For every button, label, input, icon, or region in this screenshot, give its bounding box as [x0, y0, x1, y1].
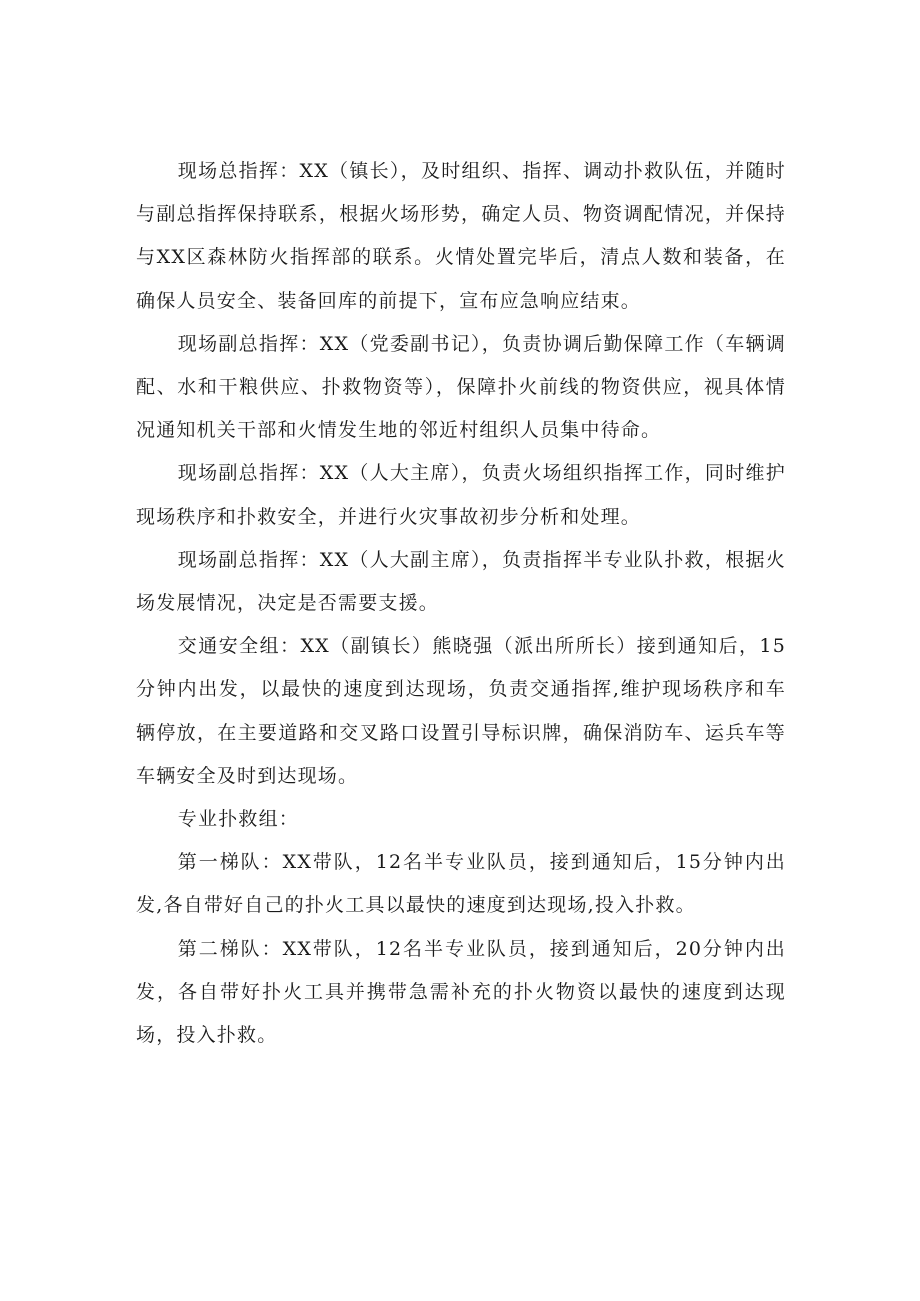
- paragraph-deputy-semi-pro: 现场副总指挥：XX（人大副主席），负责指挥半专业队扑救，根据火场发展情况，决定是否需要支援。: [136, 548, 786, 615]
- paragraph-firefighting-group: 专业扑救组：: [177, 808, 299, 831]
- document-body: [136, 150, 786, 1057]
- paragraph-deputy-logistics: 现场副总指挥：XX（党委副书记），负责协调后勤保障工作（车辆调配、水和干粮供应、扑救物资等），保障扑火前线的物资供应，视具体情况通知机关干部和火情发生地的邻近村组织人员集中待命。: [136, 332, 786, 442]
- paragraph-traffic-safety: 交通安全组：XX（副镇长）熊晓强（派出所所长）接到通知后，15分钟内出发，以最快的速度到达现场，负责交通指挥,维护现场秩序和车辆停放，在主要道路和交叉路口设置引导标识牌，确保消防车、运兵车等车辆安全及时到达现场。: [136, 635, 786, 787]
- paragraph-second-team: 第二梯队：XX带队，12名半专业队员，接到通知后，20分钟内出发，各自带好扑火工具并携带急需补充的扑火物资以最快的速度到达现场，投入扑救。: [136, 937, 786, 1047]
- paragraph-first-team: 第一梯队：XX带队，12名半专业队员，接到通知后，15分钟内出发,各自带好自己的扑火工具以最快的速度到达现场,投入扑救。: [136, 851, 786, 917]
- paragraph-deputy-field: 现场副总指挥：XX（人大主席），负责火场组织指挥工作，同时维护现场秩序和扑救安全，并进行火灾事故初步分析和处理。: [136, 462, 786, 528]
- paragraph-commander: 现场总指挥：XX（镇长），及时组织、指挥、调动扑救队伍，并随时与副总指挥保持联系，根据火场形势，确定人员、物资调配情况，并保持与XX区森林防火指挥部的联系。火情处置完毕后，清点人数和装备，在确保人员安全、装备回库的前提下，宣布应急响应结束。: [136, 160, 786, 312]
